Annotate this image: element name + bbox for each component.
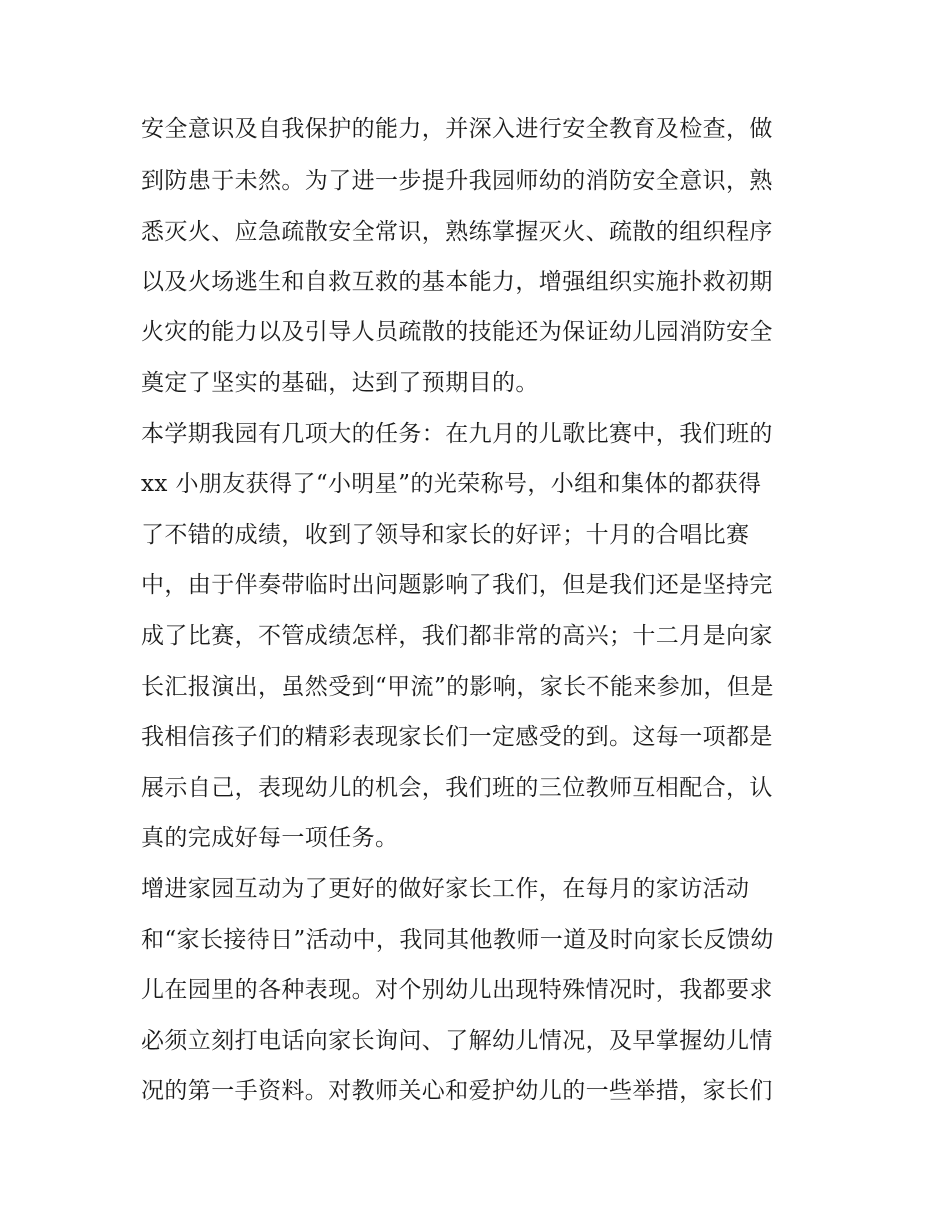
- text-line: 本学期我园有几项大的任务：在九月的儿歌比赛中，我们班的: [141, 421, 773, 447]
- text-line: 成了比赛，不管成绩怎样，我们都非常的高兴；十二月是向家: [141, 623, 773, 649]
- text-line: 火灾的能力以及引导人员疏散的技能还为保证幼儿园消防安全: [141, 319, 773, 345]
- text-line: 中，由于伴奏带临时出问题影响了我们，但是我们还是坚持完: [141, 572, 773, 598]
- text-line: 我相信孩子们的精彩表现家长们一定感受的到。这每一项都是: [141, 724, 773, 750]
- text-line: 了不错的成绩，收到了领导和家长的好评；十月的合唱比赛: [141, 522, 750, 548]
- text-line: 展示自己，表现幼儿的机会，我们班的三位教师互相配合，认: [141, 775, 773, 801]
- text-line: 以及火场逃生和自救互救的基本能力，增强组织实施扑救初期: [141, 269, 773, 295]
- text-line: 和“家长接待日”活动中，我同其他教师一道及时向家长反馈幼: [141, 927, 774, 953]
- text-line: 增进家园互动为了更好的做好家长工作，在每月的家访活动: [141, 876, 750, 902]
- text-line: 儿在园里的各种表现。对个别幼儿出现特殊情况时，我都要求: [141, 977, 773, 1003]
- text-line: 安全意识及自我保护的能力，并深入进行安全教育及检查，做: [141, 116, 773, 142]
- text-line: 到防患于未然。为了进一步提升我园师幼的消防安全意识，熟: [141, 168, 773, 194]
- text-line: xx 小朋友获得了“小明星”的光荣称号，小组和集体的都获得: [141, 471, 762, 497]
- text-line: 长汇报演出，虽然受到“甲流”的影响，家长不能来参加，但是: [141, 674, 774, 700]
- text-line: 真的完成好每一项任务。: [141, 825, 399, 851]
- text-line: 必须立刻打电话向家长询问、了解幼儿情况，及早掌握幼儿情: [141, 1028, 773, 1054]
- text-line: 奠定了坚实的基础，达到了预期目的。: [141, 370, 539, 396]
- text-line: 悉灭火、应急疏散安全常识，熟练掌握灭火、疏散的组织程序: [141, 219, 773, 245]
- text-line: 况的第一手资料。对教师关心和爱护幼儿的一些举措，家长们: [141, 1078, 773, 1104]
